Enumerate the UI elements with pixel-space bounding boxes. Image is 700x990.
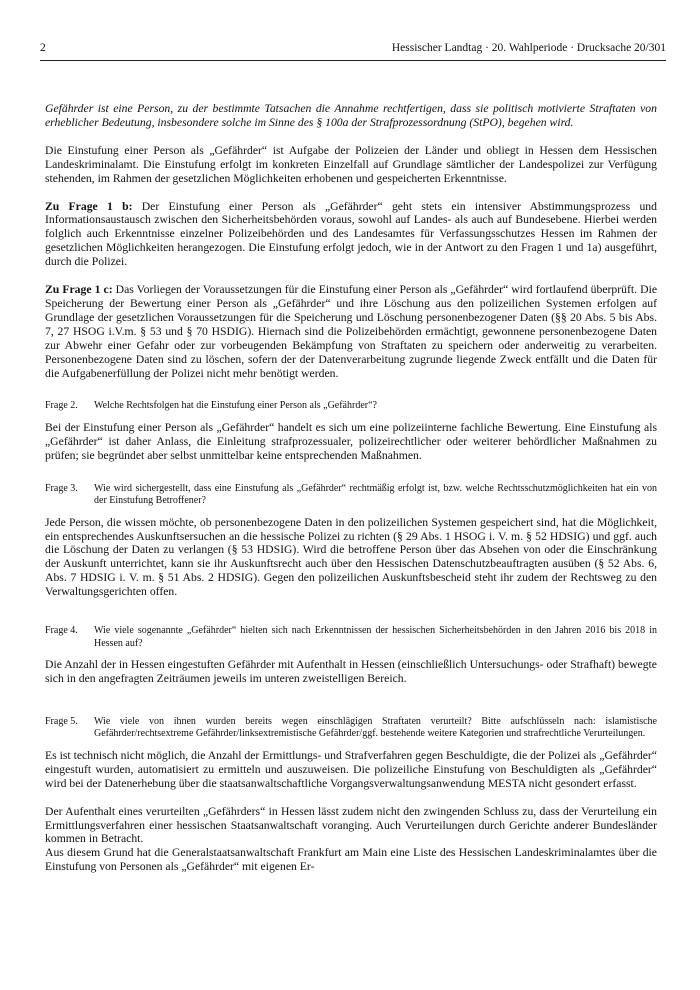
answer-1c-text: Das Vorliegen der Voraussetzungen für die Einstufung einer Person als „Gefährder“ wird fortlaufend überprüft. Die Speicherung der Bewertung einer Person als „Gefährder“ und ihre Löschung aus den polizeilichen Systemen erfolgen auf Grundlage der gesetzlichen Voraussetzungen für die Speicherung und Löschung personenbezogener Daten (§§ 20 Abs. 5 bis Abs. 7, 27 HSOG i.V.m. § 53 und § 70 HSDIG). Hiernach sind die Polizeibehörden ermächtigt, gewonnene personenbezogene Daten zur Abwehr einer Gefahr oder zur vorbeugenden Bekämpfung von Straftaten zu speichern oder anderweitig zu verarbeiten. Personenbezogene Daten sind zu löschen, sofern der der Datenverarbeitung zugrunde liegende Zweck entfällt und die Daten für die Aufgabenerfüllung der Polizei nicht mehr benötigt werden. [45, 283, 658, 380]
answer-1b [45, 200, 657, 270]
question-2-label: Frage 2. [45, 400, 78, 412]
question-5-text: Wie viele von ihnen wurden bereits wegen einschlägigen Straftaten verurteilt? Bitte aufschlüsseln nach: islamistische Gefährder/rechtsextreme Gefährder/linksextremistische Gefährder/ggf. bestehende weitere Kategorien und strafrechtliche Verurteilungen. [94, 715, 657, 740]
answer-1c [45, 283, 657, 380]
running-header [40, 40, 666, 61]
question-2 [45, 400, 657, 413]
question-2-text: Welche Rechtsfolgen hat die Einstufung einer Person als „Gefährder“? [94, 400, 377, 412]
running-head-text: Hessischer Landtag · 20. Wahlperiode · Drucksache 20/301 [391, 42, 666, 54]
question-3 [45, 483, 657, 508]
question-3-text: Wie wird sichergestellt, dass eine Einstufung als „Gefährder“ rechtmäßig erfolgt ist, bzw. welche Rechtsschutzmöglichkeiten hat ein von der Einstufung Betroffener? [94, 482, 657, 507]
answer-5-part-3: Aus diesem Grund hat die Generalstaatsanwaltschaft Frankfurt am Main eine Liste des Hessischen Landeskriminalamtes über die Einstufung von Personen als „Gefährder“ mit eigenen Er- [45, 846, 657, 874]
document-body [45, 102, 657, 874]
question-4-text: Wie viele sogenannte „Gefährder“ hielten sich nach Erkenntnissen der hessischen Sicherheitsbehörden in den Jahren 2016 bis 2018 in Hessen auf? [94, 625, 657, 649]
answer-5-part-2: Der Aufenthalt eines verurteilten „Gefährders“ in Hessen lässt zudem nicht den zwingenden Schluss zu, dass der Verurteilung ein Ermittlungsverfahren einer hessischen Staatsanwaltschaft voranging. Auch Verurteilungen durch Gerichte anderer Bundesländer kommen in Betracht. [45, 804, 657, 846]
answer-1b-label: Zu Frage 1 b: [45, 199, 133, 213]
paragraph-einstufung: Die Einstufung einer Person als „Gefährder“ ist Aufgabe der Polizeien der Länder und obliegt in Hessen dem Hessischen Landeskriminalamt. Die Einstufung erfolgt im konkreten Einzelfall auf Grundlage sämtlicher der Landespolizei zur Verfügung stehenden, im Rahmen der gesetzlichen Möglichkeiten erhobenen und gespeicherten Erkenntnisse. [45, 143, 657, 185]
answer-1c-label: Zu Frage 1 c: [45, 283, 113, 297]
question-4 [45, 625, 657, 650]
question-5-label: Frage 5. [45, 715, 78, 727]
question-3-label: Frage 3. [45, 482, 78, 494]
answer-3: Jede Person, die wissen möchte, ob personenbezogene Daten in den polizeilichen Systemen gespeichert sind, hat die Möglichkeit, ein entsprechendes Auskunftsersuchen an die hessische Polizei zu richten (§ 29 Abs. 1 HSOG i. V. m. § 52 HDSIG) und ggf. auch die Löschung der Daten zu verlangen (§ 53 HDSIG). Wird die betroffene Person über das Absehen von oder die Einschränkung der Auskunft unterrichtet, kann sie ihr Auskunftsrecht auch über den Hessischen Datenschutzbeauftragten ausüben (§ 52 Abs. 6, Abs. 7 HDSIG i. V. m. § 51 Abs. 2 HDSIG). Gegen den polizeilichen Auskunftsbescheid steht ihr zudem der Rechtsweg zu den Verwaltungsgerichten offen. [45, 515, 657, 599]
definition-paragraph: Gefährder ist eine Person, zu der bestimmte Tatsachen die Annahme rechtfertigen, dass sie politisch motivierte Straftaten von erheblicher Bedeutung, insbesondere solche im Sinne des § 100a der Strafprozessordnung (StPO), begehen wird. [45, 102, 657, 129]
answer-1b-text: Der Einstufung einer Person als „Gefährder“ geht stets ein intensiver Abstimmungsprozess und Informationsaustausch zwischen den Sicherheitsbehörden voraus, sowohl auf Landes- als auch auf Bundesebene. Hierbei werden folglich auch Erkenntnisse einzelner Polizeibehörden und des Landesamtes für Verfassungsschutzes Hessen im Rahmen der gesetzlichen Möglichkeiten herangezogen. Die Einstufung erfolgt jedoch, wie in der Antwort zu den Fragen 1 und 1a) ausgeführt, durch die Polizei. [45, 199, 657, 269]
question-5 [45, 716, 657, 741]
answer-4: Die Anzahl der in Hessen eingestuften Gefährder mit Aufenthalt in Hessen (einschließlich Untersuchungs- oder Strafhaft) bewegte sich in den angefragten Zeiträumen jeweils im unteren zweistelligen Bereich. [45, 658, 657, 685]
answer-5-part-1: Es ist technisch nicht möglich, die Anzahl der Ermittlungs- und Strafverfahren gegen Beschuldigte, die der Polizei als „Gefährder“ eingestuft wurden, automatisiert zu ermitteln und auszuweisen. Die polizeiliche Einstufung von Beschuldigten als „Gefährder“ wird bei der Datenerhebung über die staatsanwaltschaftliche Vorgangsverwaltungsanwendung MESTA nicht gesondert erfasst. [45, 748, 657, 790]
answer-2: Bei der Einstufung einer Person als „Gefährder“ handelt es sich um eine polizeiinterne fachliche Bewertung. Eine Einstufung als „Gefährder“ ist daher Anlass, die Einleitung strafprozessualer, polizeirechtlicher oder weiterer behördlicher Maßnahmen zu prüfen; sie begründet aber selbst unmittelbar keine entsprechenden Maßnahmen. [45, 420, 657, 462]
page-number: 2 [40, 42, 46, 54]
question-4-label: Frage 4. [45, 625, 78, 637]
